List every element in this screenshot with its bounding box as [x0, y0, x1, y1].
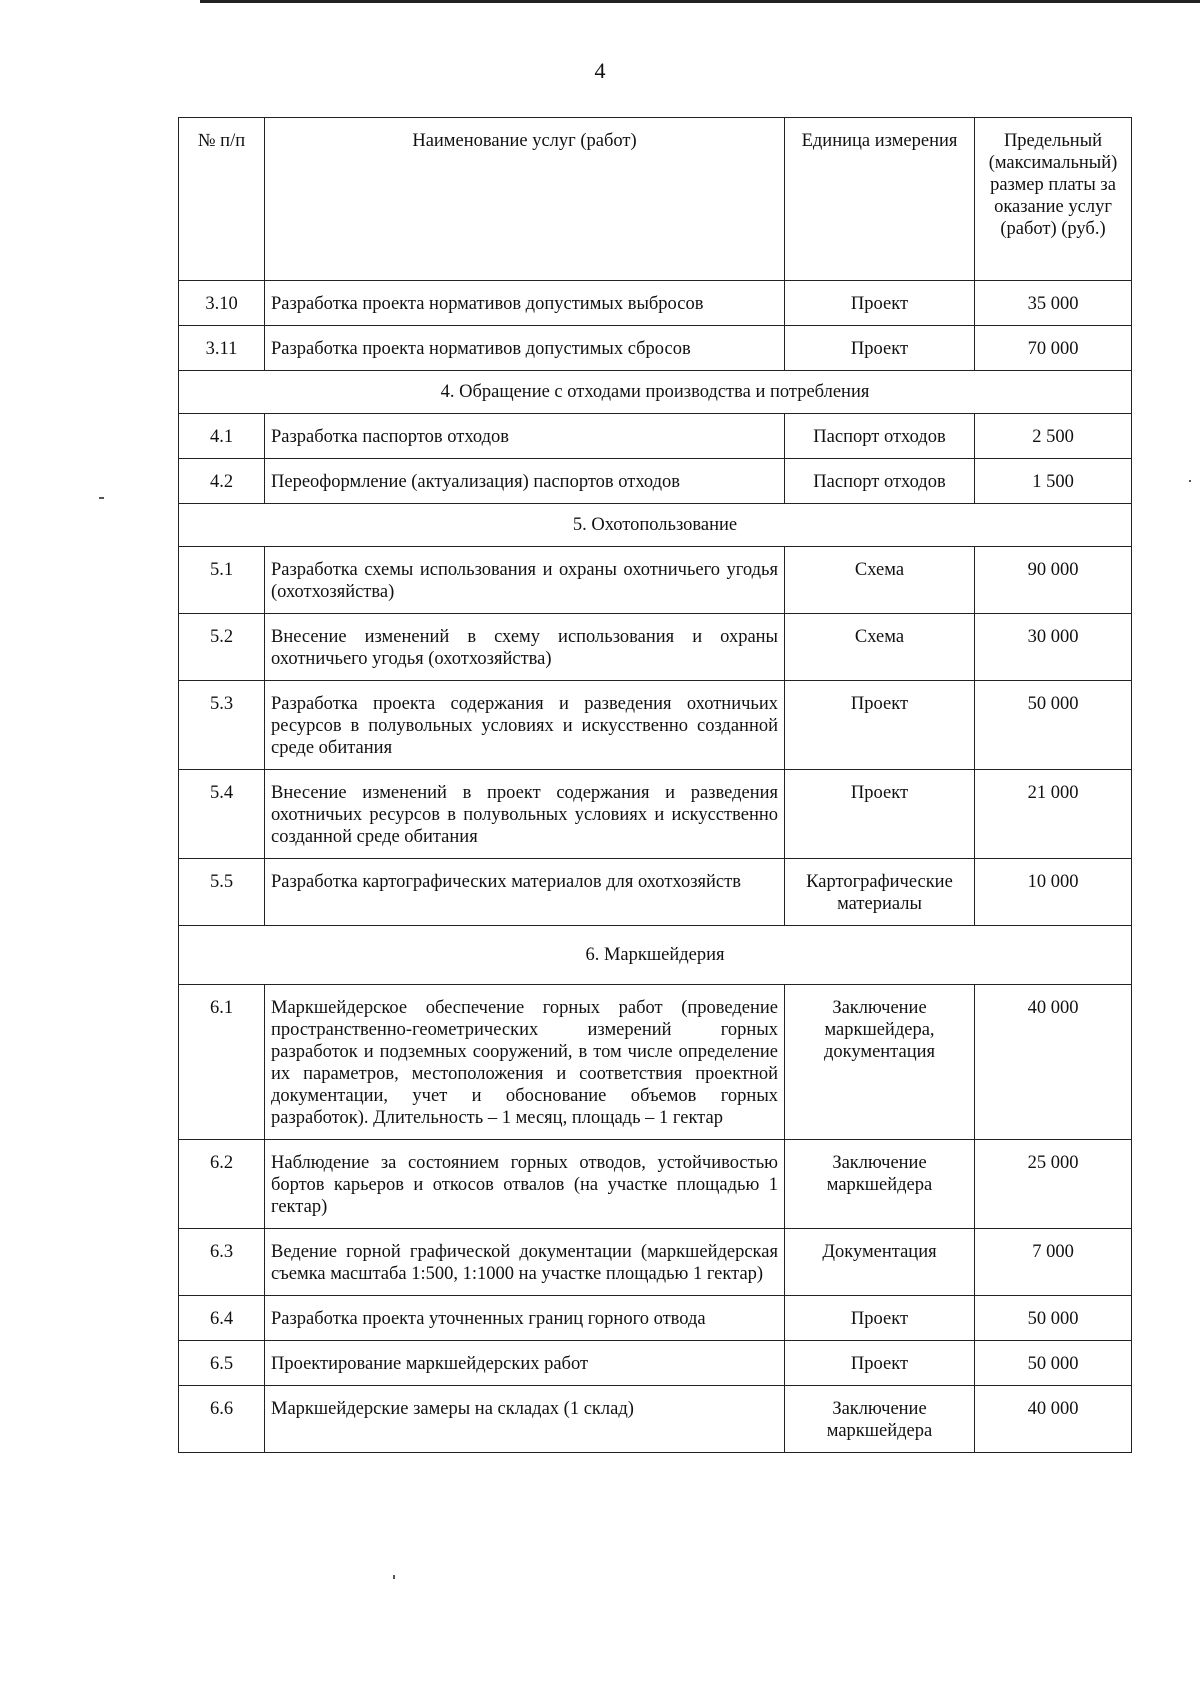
row-num: 3.11	[179, 326, 265, 371]
row-name: Разработка паспортов отходов	[265, 414, 785, 459]
row-price: 50 000	[975, 1296, 1132, 1341]
row-name: Разработка картографических материалов для охотхозяйств	[265, 859, 785, 926]
row-price: 40 000	[975, 985, 1132, 1140]
row-name: Проектирование маркшейдерских работ	[265, 1341, 785, 1386]
row-price: 50 000	[975, 681, 1132, 770]
row-price: 30 000	[975, 614, 1132, 681]
scan-speck	[393, 1575, 395, 1579]
section-title: 6. Маркшейдерия	[179, 926, 1132, 985]
row-name: Внесение изменений в проект содержания и разведения охотничьих ресурсов в полувольных условиях и искусственно созданной среде обитания	[265, 770, 785, 859]
table-row	[179, 985, 1132, 1140]
scan-speck	[1189, 480, 1191, 482]
header-unit: Единица измерения	[785, 118, 975, 281]
row-num: 6.5	[179, 1341, 265, 1386]
table-row	[179, 859, 1132, 926]
row-num: 5.2	[179, 614, 265, 681]
row-unit: Проект	[785, 681, 975, 770]
row-num: 6.3	[179, 1229, 265, 1296]
row-num: 5.1	[179, 547, 265, 614]
row-num: 6.1	[179, 985, 265, 1140]
row-name: Внесение изменений в схему использования и охраны охотничьего угодья (охотхозяйства)	[265, 614, 785, 681]
row-num: 5.3	[179, 681, 265, 770]
row-num: 4.1	[179, 414, 265, 459]
table-row	[179, 547, 1132, 614]
row-num: 3.10	[179, 281, 265, 326]
row-name: Маркшейдерские замеры на складах (1 склад)	[265, 1386, 785, 1453]
page-number: 4	[594, 58, 606, 83]
row-price: 25 000	[975, 1140, 1132, 1229]
row-unit: Схема	[785, 547, 975, 614]
table-row	[179, 1341, 1132, 1386]
row-name: Разработка проекта уточненных границ горного отвода	[265, 1296, 785, 1341]
row-unit: Схема	[785, 614, 975, 681]
row-name: Разработка проекта нормативов допустимых выбросов	[265, 281, 785, 326]
row-unit: Заключение маркшейдера	[785, 1140, 975, 1229]
section-row	[179, 371, 1132, 414]
table-row	[179, 681, 1132, 770]
row-price: 70 000	[975, 326, 1132, 371]
row-name: Наблюдение за состоянием горных отводов, устойчивостью бортов карьеров и откосов отвалов (на участке площадью 1 гектар)	[265, 1140, 785, 1229]
tariff-table	[178, 117, 1132, 1453]
row-price: 10 000	[975, 859, 1132, 926]
top-border-line	[200, 0, 1200, 3]
table-row	[179, 1229, 1132, 1296]
header-num: № п/п	[179, 118, 265, 281]
row-num: 4.2	[179, 459, 265, 504]
section-title: 5. Охотопользование	[179, 504, 1132, 547]
table-row	[179, 1386, 1132, 1453]
row-unit: Паспорт отходов	[785, 459, 975, 504]
section-title: 4. Обращение с отходами производства и потребления	[179, 371, 1132, 414]
row-price: 2 500	[975, 414, 1132, 459]
table-row	[179, 770, 1132, 859]
row-name: Разработка проекта содержания и разведения охотничьих ресурсов в полувольных условиях и искусственно созданной среде обитания	[265, 681, 785, 770]
row-name: Разработка схемы использования и охраны охотничьего угодья (охотхозяйства)	[265, 547, 785, 614]
table-row	[179, 1140, 1132, 1229]
section-row	[179, 504, 1132, 547]
row-price: 35 000	[975, 281, 1132, 326]
row-price: 1 500	[975, 459, 1132, 504]
row-unit: Проект	[785, 1296, 975, 1341]
table-row	[179, 1296, 1132, 1341]
row-unit: Проект	[785, 770, 975, 859]
table-row	[179, 414, 1132, 459]
row-price: 7 000	[975, 1229, 1132, 1296]
row-num: 5.5	[179, 859, 265, 926]
row-unit: Заключение маркшейдера	[785, 1386, 975, 1453]
row-price: 40 000	[975, 1386, 1132, 1453]
table-row	[179, 326, 1132, 371]
row-num: 6.4	[179, 1296, 265, 1341]
row-num: 6.2	[179, 1140, 265, 1229]
table-row	[179, 459, 1132, 504]
row-unit: Паспорт отходов	[785, 414, 975, 459]
table-row	[179, 281, 1132, 326]
row-name: Переоформление (актуализация) паспортов отходов	[265, 459, 785, 504]
row-price: 90 000	[975, 547, 1132, 614]
row-name: Ведение горной графической документации (маркшейдерская съемка масштаба 1:500, 1:1000 на участке площадью 1 гектар)	[265, 1229, 785, 1296]
row-unit: Картографические материалы	[785, 859, 975, 926]
scan-speck	[99, 497, 104, 499]
header-name: Наименование услуг (работ)	[265, 118, 785, 281]
row-unit: Проект	[785, 326, 975, 371]
row-num: 5.4	[179, 770, 265, 859]
row-unit: Заключение маркшейдера, документация	[785, 985, 975, 1140]
row-price: 21 000	[975, 770, 1132, 859]
row-num: 6.6	[179, 1386, 265, 1453]
table-header-row	[179, 118, 1132, 281]
row-unit: Документация	[785, 1229, 975, 1296]
row-unit: Проект	[785, 1341, 975, 1386]
row-price: 50 000	[975, 1341, 1132, 1386]
row-unit: Проект	[785, 281, 975, 326]
header-price: Предельный (максимальный) размер платы за оказание услуг (работ) (руб.)	[975, 118, 1132, 281]
table-row	[179, 614, 1132, 681]
section-row	[179, 926, 1132, 985]
row-name: Разработка проекта нормативов допустимых сбросов	[265, 326, 785, 371]
row-name: Маркшейдерское обеспечение горных работ (проведение пространственно-геометрических измерений горных разработок и подземных сооружений, в том числе определение их параметров, местоположения и соответствия проектной документации, учет и обоснование объемов горных разработок). Длительность – 1 месяц, площадь – 1 гектар	[265, 985, 785, 1140]
